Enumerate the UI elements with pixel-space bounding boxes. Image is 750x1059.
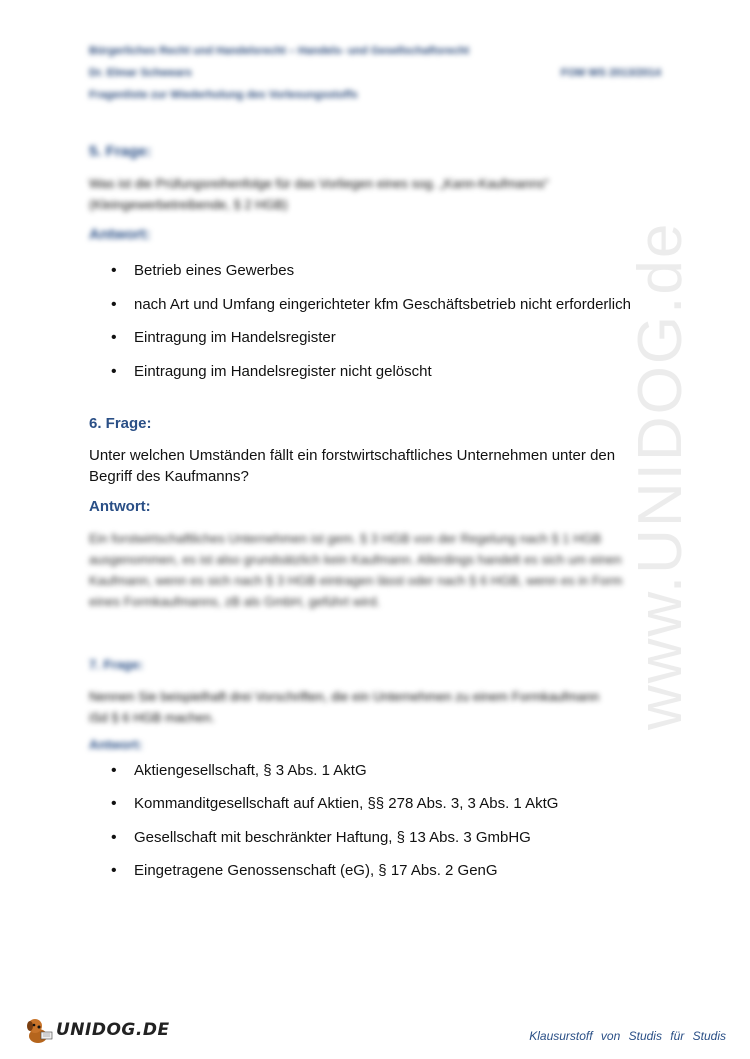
answer-5-list <box>89 262 649 381</box>
list-item: • Eintragung im Handelsregister <box>89 329 649 347</box>
answer-6-text: Ein forstwirtschaftliches Unternehmen ist gem. § 3 HGB von der Regelung nach § 1 HGB ausgenommen, es ist also grundsätzlich kein Kaufmann. Allerdings handelt es sich um einen Kaufmann, wenn es sich nach § 3 HGB eintragen lässt oder nach § 6 HGB, wenn es in Form eines Formkaufmanns, zB als GmbH, geführt wird. <box>89 530 623 609</box>
unidog-logo <box>22 1014 170 1046</box>
question-5-title: 5. Frage: <box>89 143 152 160</box>
header-course: Bürgerliches Recht und Handelsrecht – Handels- und Gesellschaftsrecht <box>89 45 470 57</box>
answer-5-title: Antwort: <box>89 226 151 243</box>
header-subtitle: Fragenliste zur Wiederholung des Vorlesungsstoffs <box>89 89 358 101</box>
list-item: • Aktiengesellschaft, § 3 Abs. 1 AktG <box>89 762 649 780</box>
list-item: • Eingetragene Genossenschaft (eG), § 17 Abs. 2 GenG <box>89 862 649 880</box>
question-6-text: Unter welchen Umständen fällt ein forstwirtschaftliches Unternehmen unter den Begriff des Kaufmanns? <box>89 446 616 485</box>
question-5-text: Was ist die Prüfungsreihenfolge für das Vorliegen eines sog. „Kann-Kaufmanns“ (Kleingewerbetreibende, § 2 HGB) <box>89 176 549 212</box>
answer-7-title: Antwort: <box>89 736 143 752</box>
answer-6-title: Antwort: <box>89 497 151 515</box>
list-item: • Gesellschaft mit beschränkter Haftung, § 13 Abs. 3 GmbHG <box>89 829 649 847</box>
list-item: • Eintragung im Handelsregister nicht gelöscht <box>89 363 649 381</box>
question-7-text: Nennen Sie beispielhaft drei Vorschriften, die ein Unternehmen zu einem Formkaufmann iSd § 6 HGB machen. <box>89 688 600 725</box>
list-item: • Kommanditgesellschaft auf Aktien, §§ 278 Abs. 3, 3 Abs. 1 AktG <box>89 795 649 813</box>
watermark: www.UNIDOG.de <box>626 221 695 730</box>
brand-name: UNIDOG.DE <box>56 1020 170 1040</box>
document-body <box>89 143 649 896</box>
list-item: • nach Art und Umfang eingerichteter kfm Geschäftsbetrieb nicht erforderlich <box>89 296 649 314</box>
list-item: • Betrieb eines Gewerbes <box>89 262 649 280</box>
footer-tagline: Klausurstoff von Studis für Studis <box>529 1029 726 1043</box>
question-6-title: 6. Frage: <box>89 414 152 432</box>
answer-7-list <box>89 762 649 881</box>
header-lecturer: Dr. Elmar Schwears <box>89 67 192 79</box>
header-semester: FOM WS 2013/2014 <box>560 67 661 79</box>
question-7-title: 7. Frage: <box>89 656 144 672</box>
dog-mascot-icon <box>22 1014 54 1046</box>
document-header <box>89 40 661 106</box>
